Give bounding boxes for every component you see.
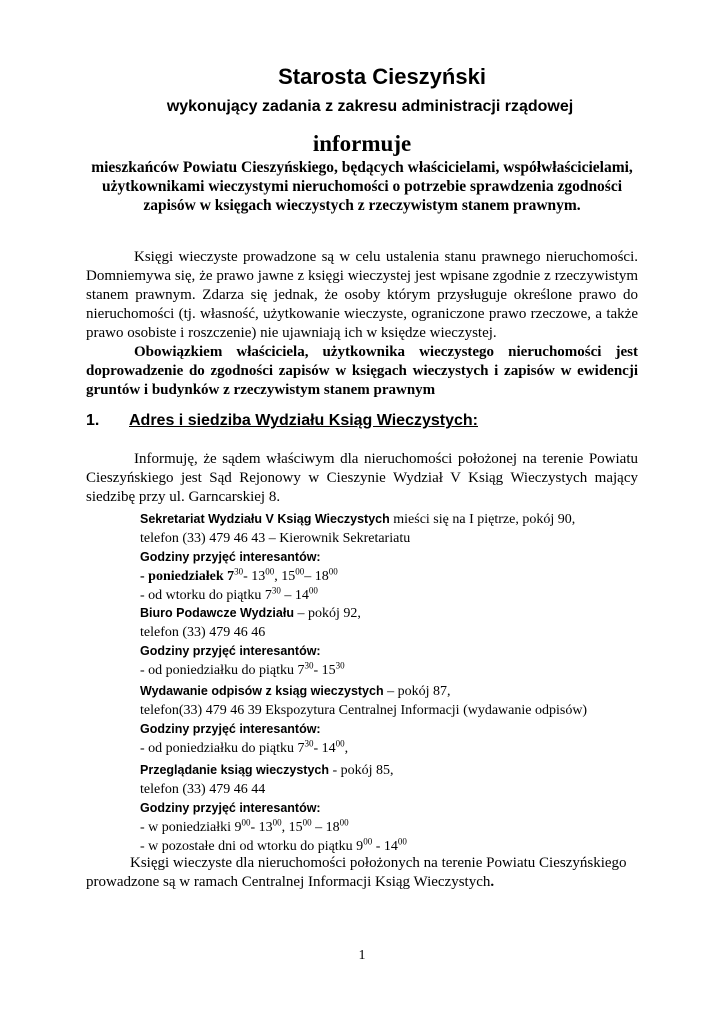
hours-label: Godziny przyjęć interesantów:: [140, 722, 321, 736]
paragraph-land-registers: [86, 248, 638, 343]
office-block-browsing: [140, 761, 660, 856]
informs-heading: informuje: [312, 131, 412, 156]
office-block-filing: [140, 604, 660, 680]
hours-row: - w poniedziałki $9^{00}-$ $13^{00}$, $15^{00} - 18^{00}$: [140, 817, 349, 835]
paragraph-text: Księgi wieczyste prowadzone są w celu ustalenia stanu prawnego nieruchomości. Domniemywa się, że prawo jawne z księgi wieczystej jest wpisane zgodnie z rzeczywistym stanem prawnym. Zdarza się jednak, że osoby którym przysługuje określone prawo do nieruchomości (tj. własność, użytkowanie wieczyste, ograniczone prawo rzeczowe, a także prawo osobiste i roszczenie) nie ujawniają ich w księdze wieczystej.: [86, 249, 638, 341]
office-location: – pokój 87,: [383, 684, 451, 699]
hours-row: - poniedziałek $7^{30}-$ $13^{00}$, $15^{00}-$ $18^{00}$: [140, 566, 338, 584]
document-title: Starosta Cieszyński: [278, 64, 486, 89]
office-phone: telefon (33) 479 46 46: [140, 625, 266, 640]
office-name: Sekretariat Wydziału V Ksiąg Wieczystych: [140, 512, 390, 526]
paragraph-text: Obowiązkiem właściciela, użytkownika wieczystego nieruchomości jest doprowadzenie do zgodności zapisów w księgach wieczystych i zapisów w ewidencji gruntów i budynków z rzeczywistym stanem prawnym: [86, 344, 638, 398]
hours-row: - od poniedziałku do piątku $7^{30}-$ $14^{00}$,: [140, 738, 349, 756]
hours-row: - od poniedziałku do piątku $7^{30}-$ $15^{30}$: [140, 660, 345, 678]
office-name: Przeglądanie ksiąg wieczystych: [140, 763, 329, 777]
paragraph-central-info: Księgi wieczyste dla nieruchomości położonych na terenie Powiatu Cieszyńskiego prowadzone są w ramach Centralnej Informacji Ksiąg Wieczystych.: [86, 855, 627, 890]
hours-row: - od wtorku do piątku $7^{30} - 14^{00}$: [140, 585, 318, 603]
hours-label: Godziny przyjęć interesantów:: [140, 550, 321, 564]
office-phone: telefon (33) 479 46 44: [140, 782, 266, 797]
office-location: mieści się na I piętrze, pokój 90,: [389, 512, 576, 527]
office-location: – pokój 92,: [293, 606, 361, 621]
hours-row: - w pozostałe dni od wtorku do piątku $9^{00} - 14^{00}$: [140, 836, 407, 854]
office-location: - pokój 85,: [328, 763, 394, 778]
paragraph-text: Informuję, że sądem właściwym dla nieruchomości położonej na terenie Powiatu Cieszyńskiego jest Sąd Rejonowy w Cieszynie Wydział V Ksiąg Wieczystych mający siedzibę przy ul. Garncarskiej 8.: [86, 451, 638, 505]
document-subtitle: wykonujący zadania z zakresu administracji rządowej: [166, 98, 574, 115]
paragraph-text: Księgi wieczyste dla nieruchomości położonych na terenie Powiatu Cieszyńskiego prowadzone są w ramach Centralnej Informacji Ksiąg Wieczystych: [86, 855, 627, 890]
section-number: 1.: [86, 412, 100, 429]
paragraph-court-info: [86, 450, 638, 507]
office-name: Wydawanie odpisów z ksiąg wieczystych: [140, 684, 384, 698]
office-phone: telefon(33) 479 46 39 Ekspozytura Centralnej Informacji (wydawanie odpisów): [140, 703, 588, 718]
page-number: 1: [358, 948, 366, 963]
office-block-secretariat: [140, 510, 660, 605]
office-block-copies: [140, 682, 660, 758]
office-name: Biuro Podawcze Wydziału: [140, 606, 294, 620]
section-title: Adres i siedziba Wydziału Ksiąg Wieczystych:: [129, 412, 478, 429]
hours-label: Godziny przyjęć interesantów:: [140, 644, 321, 658]
intro-text: mieszkańców Powiatu Cieszyńskiego, będących właścicielami, współwłaścicielami, użytkownikami wieczystymi nieruchomości o potrzebie sprawdzenia zgodności zapisów w księgach wieczystych z rzeczywistym stanem prawnym.: [91, 159, 633, 214]
office-phone: telefon (33) 479 46 43 – Kierownik Sekretariatu: [140, 531, 411, 546]
section-heading: [86, 410, 478, 432]
paragraph-owner-obligation: [86, 343, 638, 400]
hours-label: Godziny przyjęć interesantów:: [140, 801, 321, 815]
